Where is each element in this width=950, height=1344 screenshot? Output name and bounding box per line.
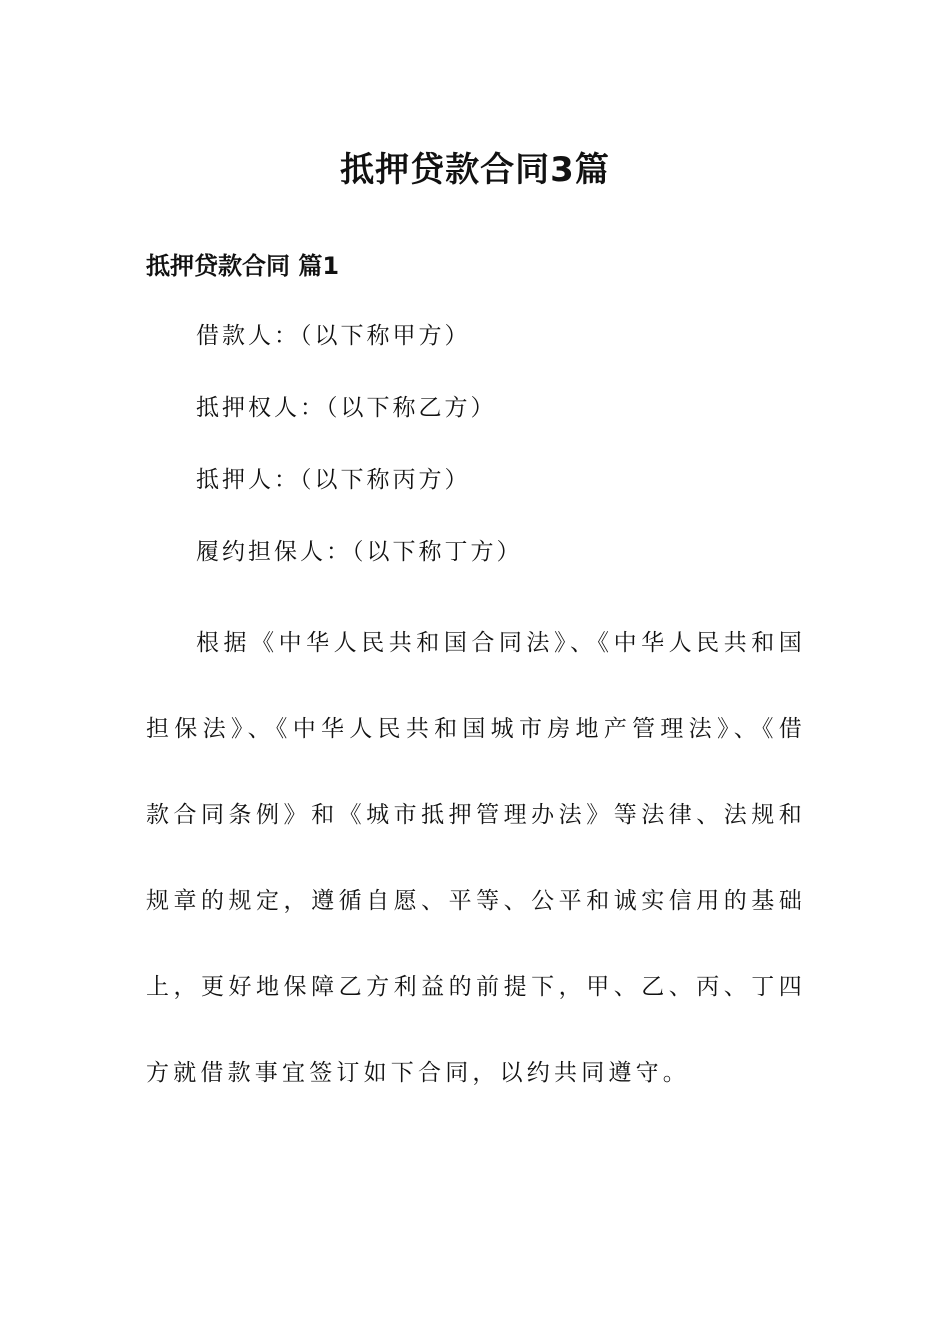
party-mortgagee: 抵押权人：（以下称乙方）: [196, 395, 497, 421]
party-mortgagor: 抵押人：（以下称丙方）: [196, 467, 471, 493]
contract-preamble-paragraph: 根据《中华人民共和国合同法》、《中华人民共和国担保法》、《中华人民共和国城市房地产管理法》、《借款合同条例》和《城市抵押管理办法》等法律、法规和规章的规定，遵循自愿、平等、公平和诚实信用的基础上，更好地保障乙方利益的前提下，甲、乙、丙、丁四方就借款事宜签订如下合同，以约共同遵守。: [146, 630, 806, 1086]
section-heading: 抵押贷款合同 篇1: [146, 252, 340, 280]
document-title: 抵押贷款合同3篇: [340, 150, 610, 190]
party-borrower: 借款人：（以下称甲方）: [196, 323, 471, 349]
party-guarantor: 履约担保人：（以下称丁方）: [196, 539, 523, 565]
